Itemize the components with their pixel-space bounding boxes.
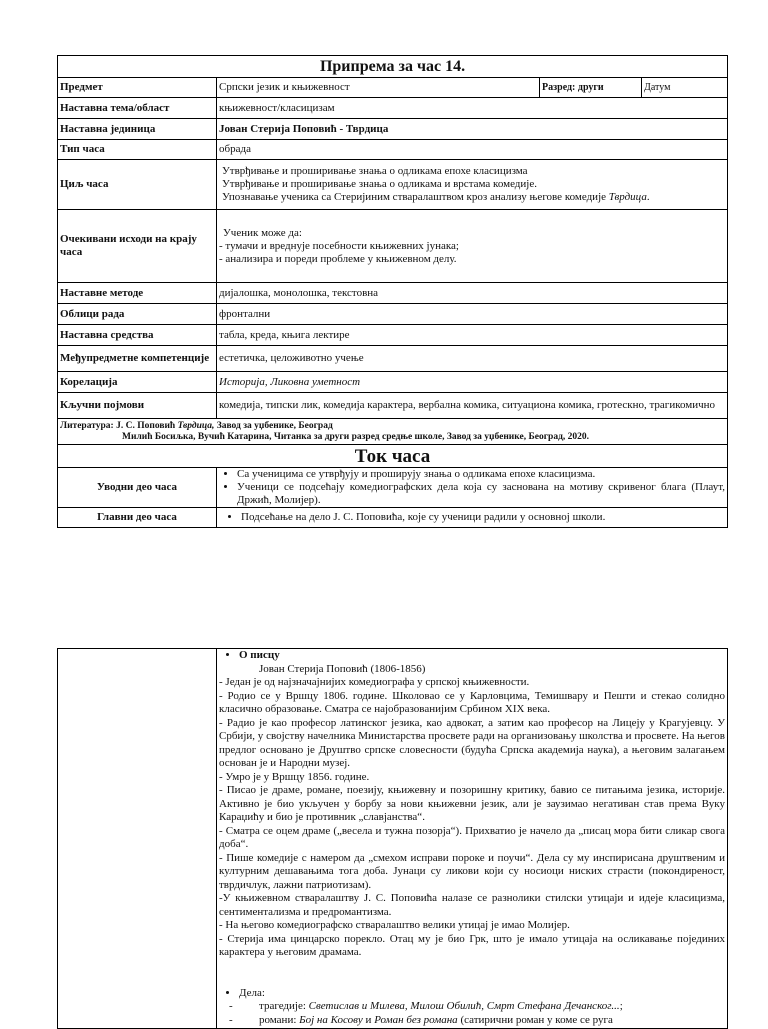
competences-label: Међупредметне компетенције: [58, 346, 217, 372]
goal-value: [217, 160, 728, 210]
topic-label: Наставна тема/област: [58, 98, 217, 119]
unit-value: Јован Стерија Поповић - Тврдица: [217, 119, 728, 140]
type-value: обрада: [217, 140, 728, 160]
subject-value: Српски језик и књижевност: [217, 78, 540, 98]
correlation-label: Корелација: [58, 372, 217, 393]
tok-title: Ток часа: [58, 445, 728, 468]
page2-table: [57, 648, 728, 1029]
bio-paragraph: - На његово комедиографско стваралаштво велики утицај је имао Молијер.: [219, 919, 570, 931]
outcome-line: - анализира и пореди проблеме у књижевном делу.: [219, 252, 457, 265]
unit-label: Наставна јединица: [58, 119, 217, 140]
methods-value: дијалошка, монолошка, текстовна: [217, 283, 728, 304]
goal-line: Утврђивање и проширивање знања о одликама епохе класицизма: [222, 165, 528, 177]
literature-line: Литература: J. С. Поповић Тврдица, Завод за уџбенике, Београд: [60, 420, 333, 431]
works-item: - романи: Бој на Косову и Роман без романа (сатирични роман у коме се руга: [259, 1014, 725, 1028]
author-heading: • О писцу: [239, 649, 725, 663]
forms-label: Облици рада: [58, 304, 217, 325]
main-content: [217, 508, 728, 528]
outcomes-value: [217, 210, 728, 283]
outcome-line: - тумачи и вреднује посебности књижевних јунака;: [219, 239, 459, 252]
bio-paragraph: - Радио је као професор латинског језика, као адвокат, а затим као професор на Лицеју у Крагујевцу. У Србији, у својству начелника Министарства просвете ради на организовању школства и просвете. На његов предлог основано је Друштво српске словесности (будућа Српска академија наука), а његовим залагањем основан је и Народни музеј.: [219, 716, 725, 769]
means-label: Наставна средства: [58, 325, 217, 346]
outcomes-label: Очекивани исходи на крају часа: [58, 210, 217, 283]
methods-label: Наставне методе: [58, 283, 217, 304]
date-label: Датум: [642, 78, 728, 98]
literature: [58, 419, 728, 445]
goal-line: Упознавање ученика са Стеријиним стваралаштвом кроз анализу његове комедије Тврдица.: [222, 191, 650, 203]
list-item: • Са ученицима се утврђују и проширују знања о одликама епохе класицизма.: [237, 468, 725, 481]
forms-value: фронтални: [217, 304, 728, 325]
bio-paragraph: - Умро је у Вршцу 1856. године.: [219, 770, 370, 783]
works-item: - трагедије: Светислав и Милева, Милош Обилић, Смрт Стефана Дечанског...;: [259, 1000, 725, 1014]
outcome-line: Ученик може да:: [223, 226, 302, 239]
bio-paragraph: - Један је од најзначајнијих комедиографа у српској књижевности.: [219, 676, 530, 688]
bio-paragraph: -У књижевном стваралаштву Ј. С. Поповића налазе се разнолики стилски утицаји и идеје класицизма, сентиментализма и предромантизма.: [219, 892, 725, 918]
works-heading: • Дела:: [239, 987, 725, 1001]
type-label: Тип часа: [58, 140, 217, 160]
author-section: [217, 649, 728, 1029]
intro-content: [217, 468, 728, 508]
page2-left-cell: [58, 649, 217, 1029]
competences-value: естетичка, целоживотно учење: [217, 346, 728, 372]
bio-paragraph: - Стерија има цинцарско порекло. Отац му је био Грк, што је имало утицаја на осликавање појединих карактера у његовим драмама.: [219, 932, 725, 958]
correlation-value: Историја, Ликовна уметност: [217, 372, 728, 393]
page-title: Припрема за час 14.: [58, 56, 728, 78]
topic-value: књижевност/класицизам: [217, 98, 728, 119]
bio-paragraph: - Пише комедије с намером да „смехом исправи пороке и поучи“. Дела су му инспирисана друштвеним и културним дешавањима тога доба. Јунаци су ликови који су носиоци ниских страсти (покондиреност, тврдичлук, лажни патриотизам).: [219, 851, 725, 891]
goal-label: Циљ часа: [58, 160, 217, 210]
author-name: Јован Стерија Поповић (1806-1856): [259, 662, 426, 675]
bio-paragraph: - Писао је драме, романе, поезију, књижевну и позоришну критику, бавио се питањима језика, историје. Активно је био укључен у борбу за нови књижевни језик, али је заузимао негативан став према Вуку Караџићу и био је противник „славјанства“.: [219, 784, 725, 823]
subject-label: Предмет: [58, 78, 217, 98]
keywords-value: комедија, типски лик, комедија карактера, вербална комика, ситуациона комика, гротескно, трагикомично: [217, 393, 728, 419]
lesson-plan-table: [57, 55, 728, 528]
list-item: • Подсећање на дело Ј. С. Поповића, које су ученици радили у основној школи.: [241, 511, 725, 524]
literature-line: Милић Босиљка, Вучић Катарина, Читанка за други разред средње школе, Завод за уџбенике, Београд, 2020.: [122, 431, 589, 442]
intro-label: Уводни део часа: [58, 468, 217, 508]
grade-label: Разред: други: [540, 78, 642, 98]
goal-line: Утврђивање и проширивање знања о одликама и врстама комедије.: [222, 178, 537, 190]
keywords-label: Кључни појмови: [58, 393, 217, 419]
means-value: табла, креда, књига лектире: [217, 325, 728, 346]
main-label: Главни део часа: [58, 508, 217, 528]
bio-paragraph: - Родио се у Вршцу 1806. године. Школовао се у Карловцима, Темишвару и Пешти и стекао солидно класично образовање. Сматра се најобразованијим Србином XIX века.: [219, 689, 725, 715]
list-item: • Ученици се подсећају комедиографских дела која су заснована на мотиву скривеног блага (Плаут, Држић, Молијер).: [237, 481, 725, 507]
bio-paragraph: - Сматра се оцем драме („весела и тужна позорја“). Прихватио је начело да „писац мора бити сликар свога доба“.: [219, 824, 725, 850]
